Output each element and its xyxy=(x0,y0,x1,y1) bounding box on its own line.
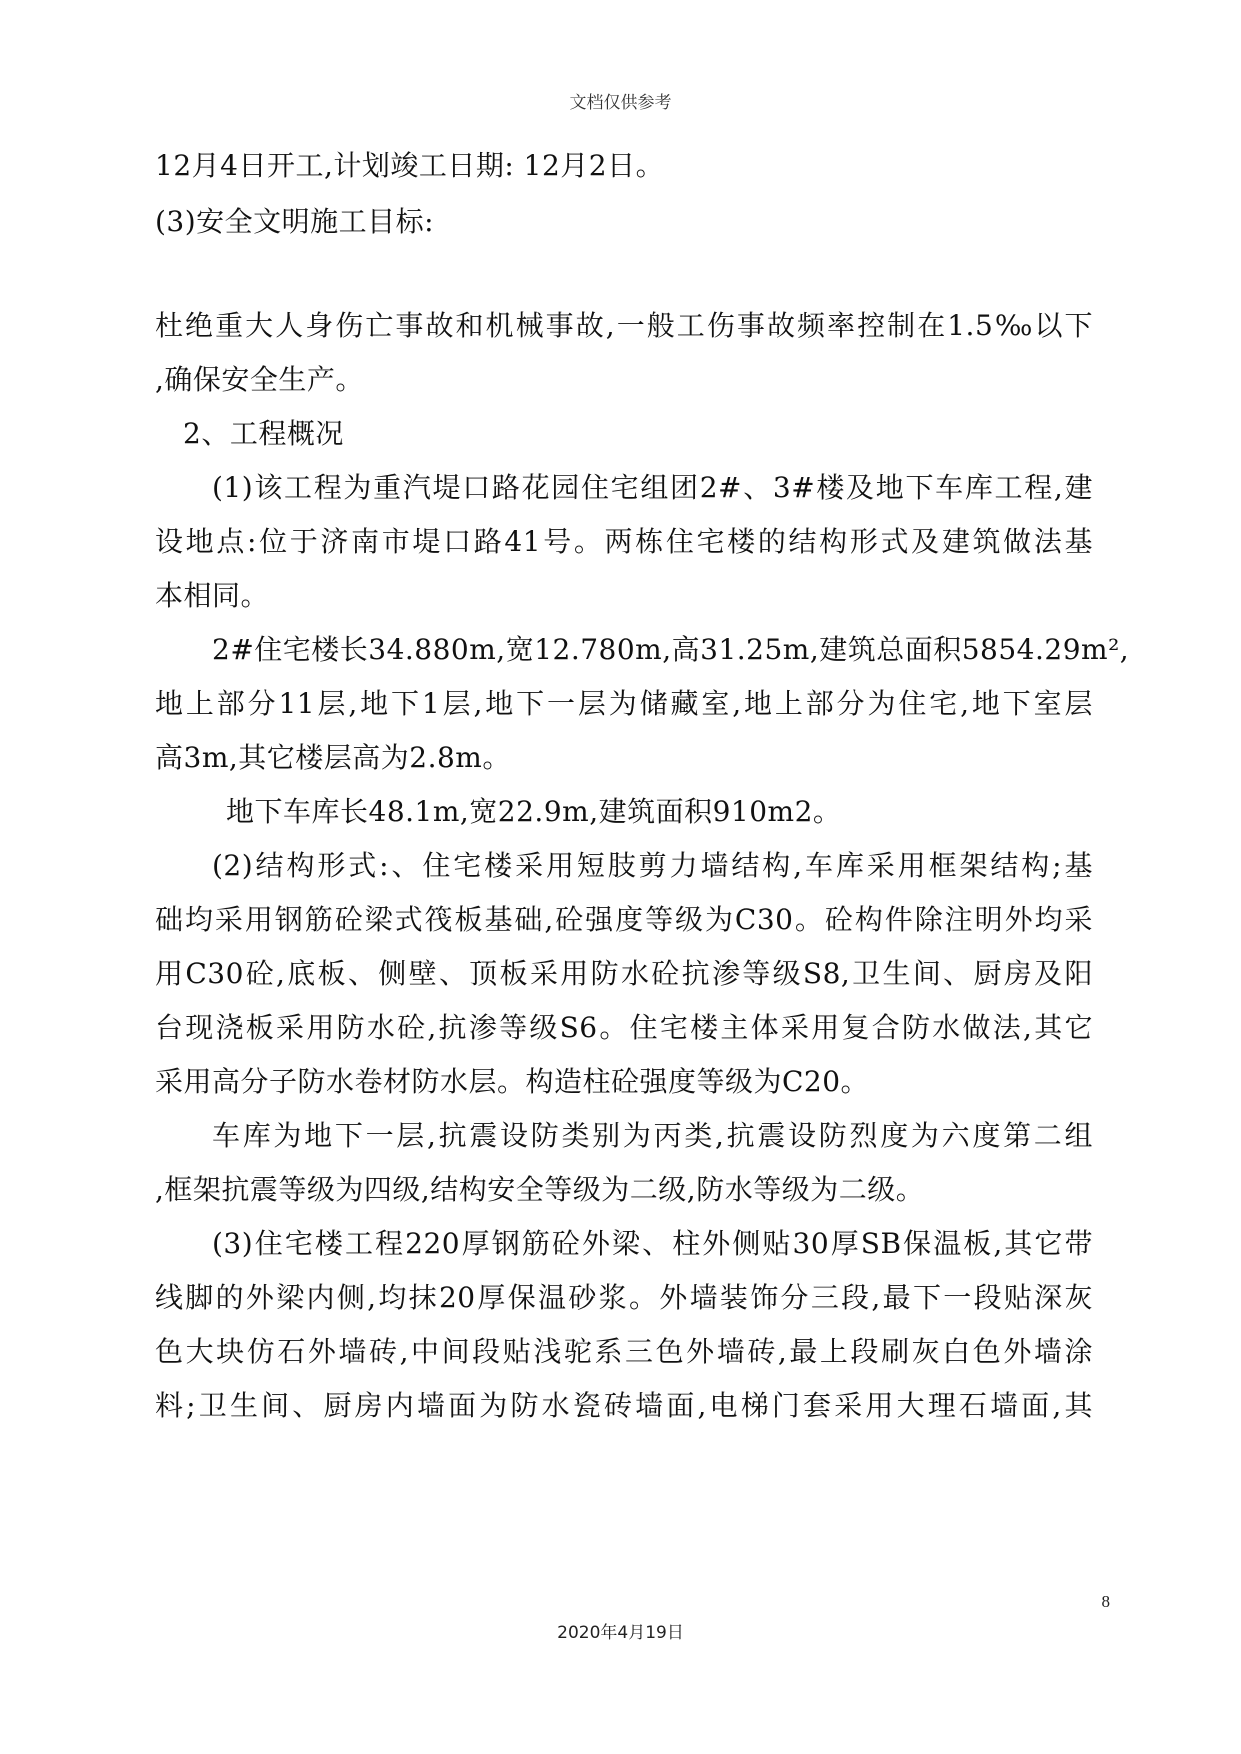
text-line: 设地点:位于济南市堤口路41号。两栋住宅楼的结构形式及建筑做法基 xyxy=(155,525,1093,558)
text-line: 用C30砼,底板、侧壁、顶板采用防水砼抗渗等级S8,卫生间、厨房及阳 xyxy=(155,957,1093,990)
text-line: 采用高分子防水卷材防水层。构造柱砼强度等级为C20。 xyxy=(155,1065,870,1098)
text-line: 杜绝重大人身伤亡事故和机械事故,一般工伤事故频率控制在1.5‰以下 xyxy=(155,309,1093,342)
footer-date: 2020年4月19日 xyxy=(557,1623,684,1643)
text-line: 料;卫生间、厨房内墙面为防水瓷砖墙面,电梯门套采用大理石墙面,其 xyxy=(155,1389,1093,1422)
text-line: 础均采用钢筋砼梁式筏板基础,砼强度等级为C30。砼构件除注明外均采 xyxy=(155,903,1093,936)
page-header: 文档仅供参考 xyxy=(569,93,672,113)
text-line: 地上部分11层,地下1层,地下一层为储藏室,地上部分为住宅,地下室层 xyxy=(155,687,1093,720)
text-line: ,框架抗震等级为四级,结构安全等级为二级,防水等级为二级。 xyxy=(155,1173,925,1206)
text-line: 12月4日开工,计划竣工日期: 12月2日。 xyxy=(155,149,665,182)
text-line: 台现浇板采用防水砼,抗渗等级S6。住宅楼主体采用复合防水做法,其它 xyxy=(155,1011,1093,1044)
text-line: (3)住宅楼工程220厚钢筋砼外梁、柱外侧贴30厚SB保温板,其它带 xyxy=(212,1227,1093,1260)
text-line: (2)结构形式:、住宅楼采用短肢剪力墙结构,车库采用框架结构;基 xyxy=(212,849,1093,882)
text-line: (3)安全文明施工目标: xyxy=(155,205,435,238)
text-line: 车库为地下一层,抗震设防类别为丙类,抗震设防烈度为六度第二组 xyxy=(212,1119,1093,1152)
text-line: 色大块仿石外墙砖,中间段贴浅驼系三色外墙砖,最上段刷灰白色外墙涂 xyxy=(155,1335,1093,1368)
section-heading: 2、工程概况 xyxy=(183,417,344,450)
text-line: (1)该工程为重汽堤口路花园住宅组团2#、3#楼及地下车库工程,建 xyxy=(212,471,1093,504)
text-line: 本相同。 xyxy=(155,579,270,612)
text-line: 高3m,其它楼层高为2.8m。 xyxy=(155,741,511,774)
text-line: 线脚的外梁内侧,均抹20厚保温砂浆。外墙装饰分三段,最下一段贴深灰 xyxy=(155,1281,1093,1314)
text-line: 2#住宅楼长34.880m,宽12.780m,高31.25m,建筑总面积5854.29m², xyxy=(212,633,1130,666)
page-number: 8 xyxy=(1101,1592,1110,1611)
text-line: ,确保安全生产。 xyxy=(155,363,364,396)
text-line: 地下车库长48.1m,宽22.9m,建筑面积910m2。 xyxy=(226,795,842,828)
